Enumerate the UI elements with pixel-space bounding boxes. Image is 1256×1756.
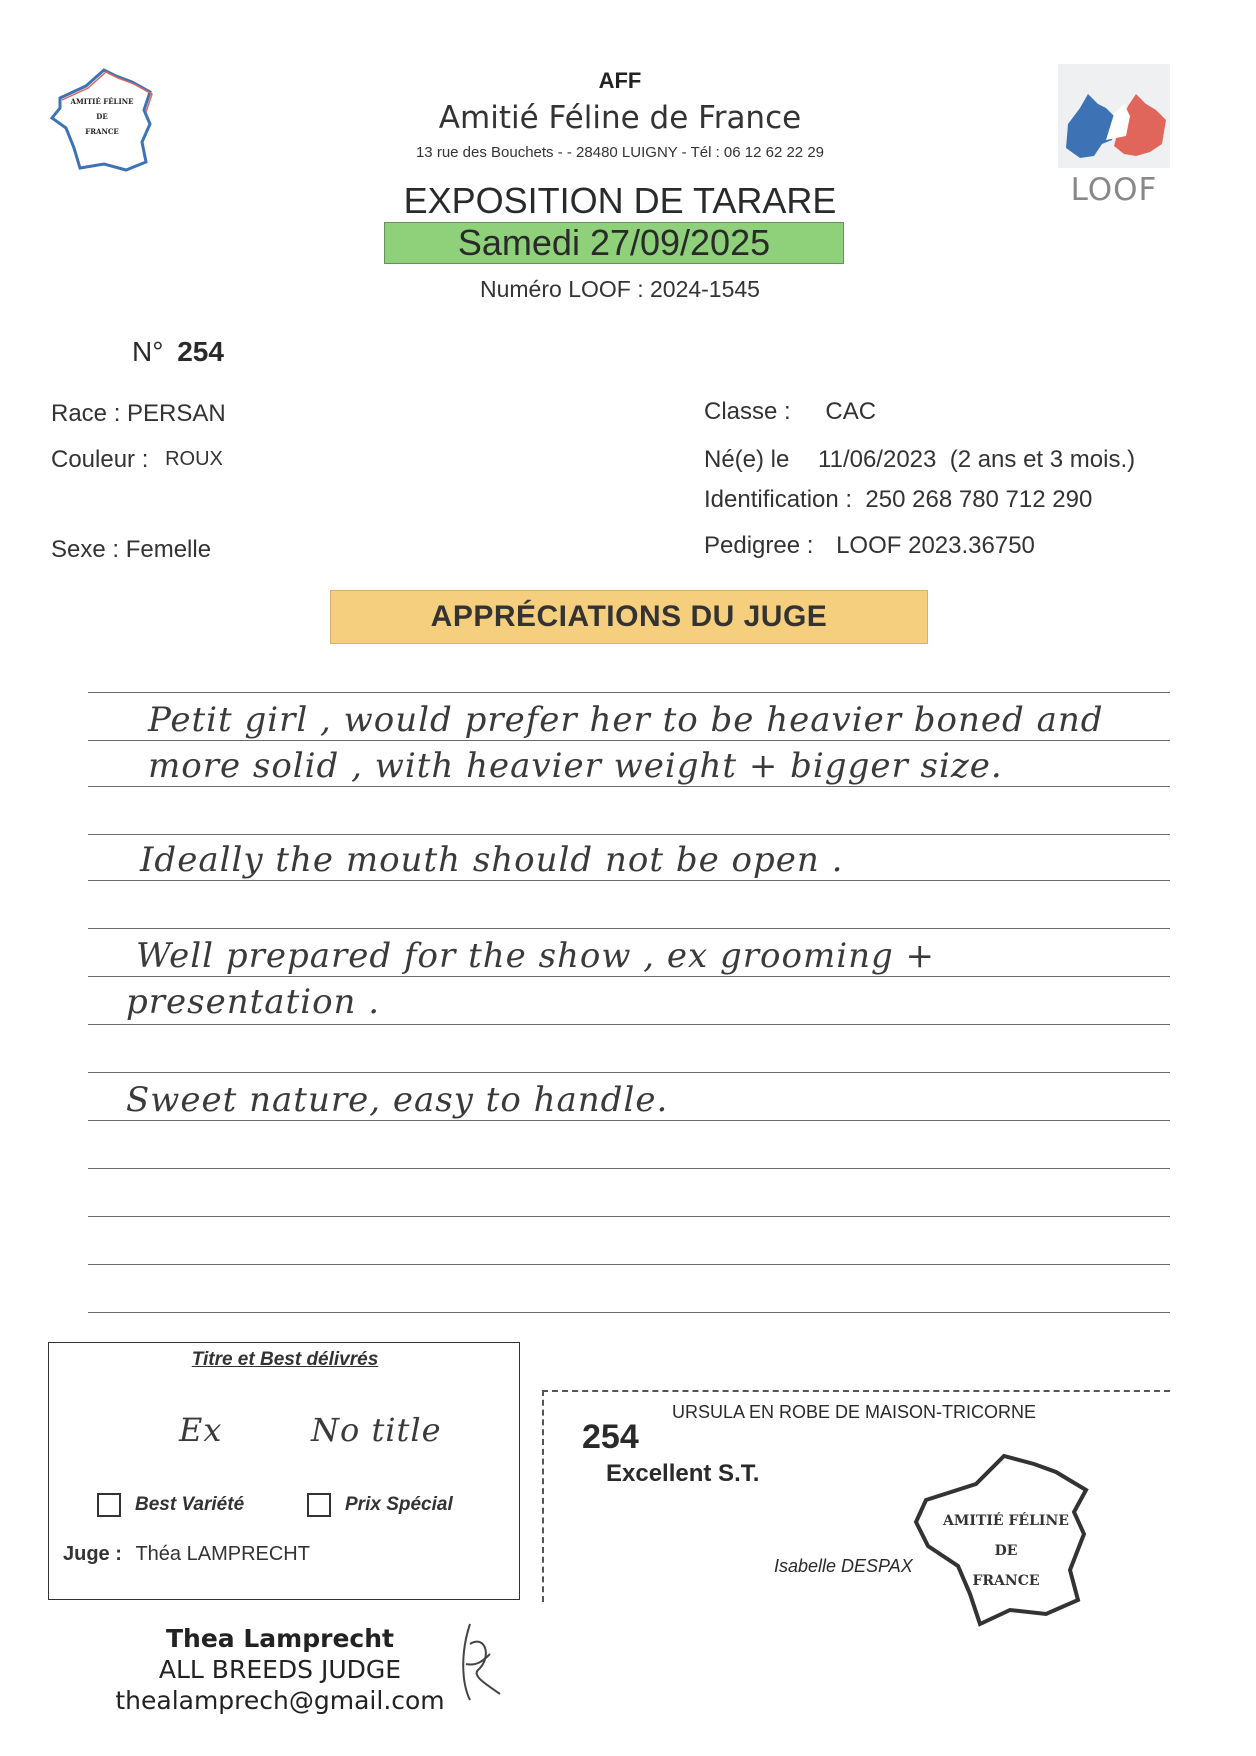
aff-logo-line1: AMITIÉ FÉLINE [70,97,134,106]
titles-box-title: Titre et Best délivrés [191,1349,379,1370]
entry-number-value: 254 [177,336,224,367]
prix-special-checkbox[interactable] [307,1493,331,1517]
stamp-cat-name: URSULA EN ROBE DE MAISON-TRICORNE [672,1402,1037,1422]
loof-logo-text: LOOF [1070,172,1158,208]
judge-stamp-email: thealamprech@gmail.com [115,1686,445,1715]
appreciation-title: APPRÉCIATIONS DU JUGE [430,600,828,633]
stamp-result: Excellent S.T. [606,1460,760,1487]
pedigree-label: Pedigree : [704,532,814,559]
seal-line1: AMITIÉ FÉLINE [943,1513,1069,1529]
appreciation-line-2: more solid , with heavier weight + bigger size. [148,746,1003,786]
best-variete-checkbox[interactable] [97,1493,121,1517]
couleur [51,446,223,474]
prix-special [307,1493,453,1517]
stamp-number: 254 [582,1418,639,1456]
event-title: EXPOSITION DE TARARE [403,180,837,221]
appreciation-line-5: presentation . [126,982,381,1022]
pedigree [704,532,1035,560]
nee-label: Né(e) le [704,446,790,473]
juge [63,1543,310,1566]
race: Race : PERSAN [51,400,226,427]
event-date: Samedi 27/09/2025 [457,222,771,263]
juge-label: Juge : [63,1543,122,1565]
classe-label: Classe : [704,398,791,425]
judge-stamp-name: Thea Lamprecht [166,1624,394,1653]
couleur-label: Couleur : [51,446,149,473]
classe [704,398,876,426]
appreciation-line-4: Well prepared for the show , ex grooming + [136,936,936,976]
sexe: Sexe : Femelle [51,536,212,563]
judge-stamp [110,1624,450,1715]
judge-stamp-role: ALL BREEDS JUDGE [158,1655,402,1684]
org-name: Amitié Féline de France [438,100,802,136]
event-date-bar [384,222,844,264]
best-variete [97,1493,244,1517]
nee-value: 11/06/2023 (2 ans et 3 mois.) [818,446,1136,473]
entry-number-label: N° [132,336,164,367]
loof-number: Numéro LOOF : 2024-1545 [480,276,760,302]
pedigree-value: LOOF 2023.36750 [836,532,1035,559]
juge-name: Théa LAMPRECHT [135,1543,310,1565]
classe-value: CAC [825,398,877,425]
titles-result: No title [311,1411,442,1449]
appreciation-line-3: Ideally the mouth should not be open . [140,840,844,880]
seal-line3: FRANCE [972,1573,1040,1589]
appreciation-line-1: Petit girl , would prefer her to be heavier boned and [148,700,1104,740]
appreciation-title-bar [330,590,928,644]
identification: Identification : 250 268 780 712 290 [704,486,1093,513]
france-seal [906,1450,1126,1650]
result-stamp [542,1390,1170,1602]
titles-grade: Ex [179,1411,223,1449]
stamp-person: Isabelle DESPAX [774,1556,913,1576]
prix-special-label: Prix Spécial [345,1494,453,1516]
nee [704,446,1135,474]
org-abbrev: AFF [598,68,642,93]
aff-logo-line2: DE [96,112,108,121]
titles-box [48,1342,520,1600]
seal-line2: DE [994,1543,1018,1559]
best-variete-label: Best Variété [135,1494,245,1516]
signature [456,1614,516,1710]
aff-logo-line3: FRANCE [85,127,119,136]
org-address: 13 rue des Bouchets - - 28480 LUIGNY - Tél : 06 12 62 22 29 [415,144,825,161]
couleur-value: ROUX [165,448,223,470]
entry-number [132,336,224,368]
appreciation-line-6: Sweet nature, easy to handle. [126,1080,669,1120]
